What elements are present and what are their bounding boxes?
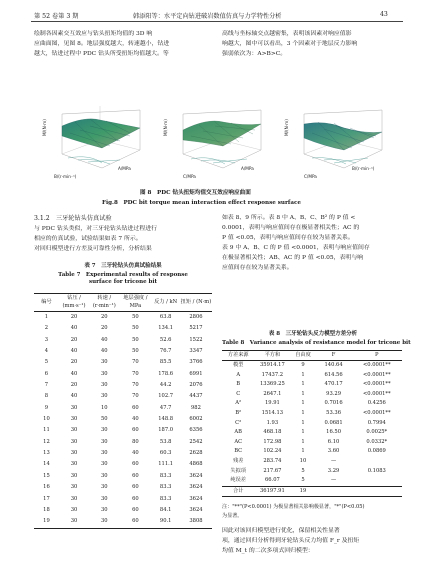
table-cell: 16 <box>43 484 50 491</box>
response-surface-a <box>40 106 158 186</box>
table-cell: 70 <box>132 359 139 366</box>
table-cell: A² <box>235 400 242 407</box>
table-cell: 40 <box>132 450 139 457</box>
table-cell: 217.67 <box>263 467 282 474</box>
table-cell: 30 <box>100 450 108 457</box>
table-cell: 70 <box>132 370 139 377</box>
table-cell: 52.6 <box>159 336 172 343</box>
table-cell: BC <box>234 448 243 455</box>
table-cell: 6356 <box>189 427 203 434</box>
table-row <box>34 437 212 448</box>
section-heading: 3.1.2 三牙轮钻头仿真试验 <box>34 215 112 222</box>
table7 <box>34 293 212 529</box>
table-row <box>34 414 212 425</box>
table-cell: 1 <box>301 390 305 397</box>
table-cell: 2628 <box>189 450 203 457</box>
table-cell: 30 <box>70 461 78 468</box>
table-cell <box>352 476 402 486</box>
table-cell <box>352 457 402 467</box>
table-cell: 60 <box>132 506 139 513</box>
table-cell: 0.0025* <box>366 429 388 436</box>
table-header-row <box>222 351 402 361</box>
table-cell: 1522 <box>189 336 203 343</box>
table-cell: 1.93 <box>266 419 279 426</box>
table-cell: 5 <box>44 359 49 366</box>
table-cell: 70 <box>132 382 139 389</box>
figure-caption-en: Fig.8 PDC bit torque mean interaction effect response surface <box>102 200 301 206</box>
table-cell: 1 <box>301 381 305 388</box>
table-cell: 3347 <box>189 348 203 355</box>
table-cell: 3624 <box>189 495 203 502</box>
table-cell: 40 <box>70 393 78 400</box>
table-cell: 1514.13 <box>261 409 284 416</box>
table-row <box>222 371 402 381</box>
table-cell: — <box>330 477 337 484</box>
table-cell: 0.0869 <box>367 448 386 455</box>
table7-body <box>34 312 212 529</box>
table-cell: 0.7994 <box>367 419 386 426</box>
table-row <box>222 486 402 497</box>
header-rule <box>31 21 403 22</box>
x-axis-label: C/MPa <box>304 174 317 179</box>
table-cell: B² <box>235 409 242 416</box>
table-cell: <0.0001** <box>362 381 391 388</box>
table-cell: 40 <box>132 416 139 423</box>
table-cell <box>316 486 352 497</box>
table-row <box>34 357 212 368</box>
table-cell: 30 <box>70 472 78 479</box>
table-cell: 40 <box>100 336 108 343</box>
table-cell: 982 <box>191 404 201 411</box>
table-row <box>222 476 402 486</box>
z-axis-label: M/(N·m) <box>163 119 168 136</box>
table-cell: 134.1 <box>158 325 174 332</box>
table-cell: AC <box>234 438 243 445</box>
table-row <box>34 471 212 482</box>
table-row <box>34 369 212 380</box>
z-axis-label: M/(N·m) <box>284 119 289 136</box>
column-header: 转速 / (r·min⁻¹) <box>92 295 116 309</box>
table-cell: 合计 <box>233 487 244 494</box>
table-cell: 93.29 <box>326 390 341 397</box>
table-cell: 18 <box>43 506 50 513</box>
table-cell: 7 <box>44 382 49 389</box>
table-cell: 6.10 <box>327 438 340 445</box>
table-cell: 3624 <box>189 472 203 479</box>
table-cell: 20 <box>100 325 108 332</box>
table-cell: 30 <box>70 484 78 491</box>
table-cell: 60 <box>132 472 139 479</box>
table-cell: 19.91 <box>264 400 280 407</box>
table-cell: 1 <box>44 314 49 320</box>
table-cell: 30 <box>70 416 78 423</box>
table-cell: 30 <box>100 359 108 366</box>
response-surface-b <box>161 106 279 186</box>
table-cell: 470.17 <box>324 381 343 388</box>
table-cell: 30 <box>70 438 78 445</box>
table-row <box>34 323 212 334</box>
contour-lines <box>191 158 247 164</box>
table-cell: 50 <box>132 348 139 355</box>
table-row <box>222 428 402 438</box>
table-cell: 140.64 <box>324 362 343 368</box>
table-cell: 8 <box>44 393 49 400</box>
text-line: 如表 8、9 所示。表 8 中 A、B、C、B² 的 P 值 < <box>222 215 356 221</box>
table-cell: <0.0001** <box>362 409 391 416</box>
table-cell: 纯误差 <box>230 477 246 484</box>
table7-title-en-2: surface for tricone bit <box>89 279 157 285</box>
table-cell: 30 <box>100 472 108 479</box>
table-cell: 20 <box>70 314 78 320</box>
table-cell: 111.1 <box>158 461 174 468</box>
response-surface-c <box>282 106 400 186</box>
table-cell: 80 <box>132 438 139 445</box>
column-header: 平方和 <box>264 352 281 358</box>
table-cell: 50 <box>100 416 108 423</box>
table-cell: 9 <box>301 362 305 368</box>
table-cell: 30 <box>100 382 108 389</box>
y-axis-label: A/MPa <box>118 166 131 171</box>
column-header: 自由度 <box>295 352 311 358</box>
table-row <box>34 494 212 505</box>
table-cell: 35914.17 <box>260 362 285 368</box>
table-cell: 1 <box>301 429 305 436</box>
table-row <box>222 361 402 371</box>
table-cell: 3766 <box>189 359 203 366</box>
table-cell: 84.1 <box>159 506 172 513</box>
table-cell: 30 <box>100 393 108 400</box>
x-axis-label: C/MPa <box>183 174 196 179</box>
table-row <box>222 457 402 467</box>
text-line: 响越大，图中可以看出，3 个因素对于地层反力影响 <box>222 41 358 47</box>
table8-body <box>222 361 402 497</box>
table-row <box>222 380 402 390</box>
section-paragraph <box>34 224 212 254</box>
table-cell: 60 <box>132 461 139 468</box>
table-cell: 9 <box>44 404 49 411</box>
table-cell: 40 <box>70 370 78 377</box>
table-cell: 3808 <box>189 518 203 525</box>
table-cell: 0.0332* <box>366 438 388 445</box>
table-cell <box>352 486 402 497</box>
table-cell: 30 <box>100 438 108 445</box>
table-cell: 4868 <box>189 461 203 468</box>
page-number: 43 <box>380 11 388 18</box>
table-cell: 1 <box>301 438 305 445</box>
table-cell: 2076 <box>189 382 203 389</box>
table-cell: A <box>236 371 241 378</box>
table-cell: 66.07 <box>264 477 280 484</box>
text-line: 与 PDC 钻头类似，对三牙轮钻头钻进过程进行 <box>34 226 157 232</box>
right-paragraph <box>222 213 404 273</box>
table-cell: 4 <box>44 348 49 355</box>
table-cell: 17437.2 <box>261 371 284 378</box>
table8-note <box>222 503 404 520</box>
table-cell: 5 <box>301 467 305 474</box>
table-cell: 5 <box>301 477 305 484</box>
table-cell: 10 <box>100 404 108 411</box>
table-cell: 44.2 <box>159 382 172 389</box>
table-cell: 5217 <box>189 325 203 332</box>
table-cell: 6002 <box>189 416 203 423</box>
table-cell: 20 <box>100 314 108 320</box>
text-line: 相应的仿真试验，试验结果如表 7 所示。 <box>34 236 142 242</box>
table-cell: 11 <box>43 427 50 434</box>
y-axis-label: A/MPa <box>241 166 254 171</box>
table-cell: 50 <box>132 336 139 343</box>
table-cell: 60 <box>132 404 139 411</box>
column-header: 扭矩 / (N·m) <box>180 298 212 305</box>
table-cell: 60.3 <box>159 450 172 457</box>
table-cell: 30 <box>70 427 78 434</box>
table-cell: 30 <box>70 404 78 411</box>
table-cell: 178.6 <box>158 370 174 377</box>
table-cell: 102.24 <box>263 448 282 455</box>
table-cell: C² <box>235 419 242 426</box>
table-row <box>34 312 212 324</box>
column-header: P <box>375 352 379 358</box>
table-cell: 60 <box>132 427 139 434</box>
table-cell: 36197.91 <box>260 487 285 494</box>
table-row <box>34 448 212 459</box>
table-cell: 10 <box>299 457 307 464</box>
table-cell: B <box>236 381 241 388</box>
table7-title-cn: 表 7 三牙轮钻头仿真试验结果 <box>84 263 162 269</box>
table-cell: 20 <box>70 359 78 366</box>
table-cell: — <box>330 457 337 464</box>
table-cell: 148.8 <box>158 416 174 423</box>
table-row <box>34 505 212 516</box>
figure-caption-cn: 图 8 PDC 钻头扭矩均值交互效应响应曲面 <box>140 190 251 196</box>
table-cell: <0.0001** <box>362 362 391 368</box>
text-line: P 值 <0.05，表明与响应值间存在较为显著关系。 <box>222 235 354 241</box>
table-cell: 6 <box>44 370 49 377</box>
text-line: 在极显著相关性；AB、AC 的 P 值 <0.05，表明与响 <box>222 255 364 261</box>
bottom-paragraph <box>222 526 404 556</box>
table-cell: 83.3 <box>159 484 172 491</box>
table-cell: 2 <box>44 325 49 332</box>
table-cell: 90.1 <box>159 518 172 525</box>
column-header: 方差来源 <box>227 352 249 358</box>
table-cell: 50 <box>132 314 139 320</box>
text-line: 应值间存在较为显著关系。 <box>222 265 293 271</box>
text-line: 应曲面图，见图 8。地层强度越大，转速越小，钻进 <box>34 41 170 47</box>
contour-lines <box>68 157 120 164</box>
figure-8 <box>40 106 400 186</box>
note-line: 注："**"(P<0.0001) 为极显著相关影响极显著，"*"(P<0.05) <box>222 504 365 510</box>
table7-title-en-1: Table 7 Experimental results of response <box>58 272 188 278</box>
surface-mesh <box>62 119 140 148</box>
top-left-paragraph <box>34 29 212 59</box>
table-cell: 19 <box>43 518 50 525</box>
table-cell: 3 <box>44 336 49 343</box>
table-cell: 47.7 <box>159 404 172 411</box>
table-cell: 2647.1 <box>263 390 282 397</box>
table-cell: 1 <box>301 409 305 416</box>
table-cell: 53.36 <box>326 409 341 416</box>
table-cell: 172.98 <box>263 438 282 445</box>
table-row <box>34 346 212 357</box>
table-cell: 30 <box>100 484 108 491</box>
header-title: 韩添阳等：水平定向钻进破岩数值仿真与力学特性分析 <box>133 13 282 20</box>
table-cell: 283.74 <box>263 457 282 464</box>
table-cell: 0.4256 <box>367 400 386 407</box>
table-cell: 10 <box>43 416 50 423</box>
table-cell: 85.5 <box>159 359 172 366</box>
table-cell: 50 <box>132 325 139 332</box>
table-cell: 0.7016 <box>324 400 343 407</box>
table-cell: C <box>236 390 241 397</box>
table-cell: 30 <box>100 506 108 513</box>
top-right-paragraph <box>222 29 404 59</box>
table-row <box>34 482 212 493</box>
table-row <box>34 516 212 528</box>
table-cell: AB <box>234 429 242 436</box>
table-cell: 30 <box>70 506 78 513</box>
table-cell: 468.18 <box>263 429 282 436</box>
table-cell: 30 <box>100 427 108 434</box>
table-row <box>222 447 402 457</box>
table-cell: 63.8 <box>159 314 172 320</box>
table-cell: 20 <box>70 382 78 389</box>
table-row <box>34 380 212 391</box>
table-cell: 1 <box>301 400 305 407</box>
text-line: 强弱依次为：A>B>C。 <box>222 51 287 57</box>
table-cell: 2542 <box>189 438 203 445</box>
table-cell: 30 <box>100 461 108 468</box>
table-row <box>222 467 402 477</box>
table-cell: 1 <box>301 448 305 455</box>
table-cell: 19 <box>299 487 307 494</box>
column-header: 钻压 / (mm·s⁻¹) <box>62 295 86 309</box>
table-cell: 30 <box>70 518 78 525</box>
table-row <box>222 419 402 429</box>
table-cell: 60 <box>132 518 139 525</box>
text-line: 均值 M_t 的二次多项式回归模型： <box>222 548 314 554</box>
text-line: 表 9 中 A、B、C 的 P 值 <0.0001，表明与响应值间存 <box>222 245 370 251</box>
table-cell: 12 <box>43 438 50 445</box>
table-cell: 失拟项 <box>230 467 246 474</box>
table-cell: 1 <box>301 371 305 378</box>
table-cell: 76.7 <box>159 348 172 355</box>
table-cell: 60 <box>132 495 139 502</box>
table-cell: 40 <box>70 348 78 355</box>
table-cell: 30 <box>100 370 108 377</box>
table-cell: 4437 <box>189 393 203 400</box>
table-cell: 20 <box>70 336 78 343</box>
table-cell: <0.0001** <box>362 390 391 397</box>
text-line: 高线与坐标轴交点越密集，表明该因素对响应值影 <box>222 31 352 37</box>
table-cell: <0.0001** <box>362 371 391 378</box>
y-axis-label: B/(r·min⁻¹) <box>352 166 375 171</box>
table-row <box>34 391 212 402</box>
note-line: 为显著。 <box>222 512 243 519</box>
table-cell: 30 <box>100 495 108 502</box>
text-line: 项，通过回归分析得到牙轮钻头反力均值 F_r 及扭矩 <box>222 538 360 544</box>
table-cell: 187.0 <box>158 427 174 434</box>
table-cell: 6991 <box>189 370 203 377</box>
table-cell: 14 <box>43 461 50 468</box>
table8-title-en: Table 8 Variance analysis of resistance model for tricone bit <box>222 340 411 346</box>
table-cell: 13369.25 <box>260 381 285 388</box>
table-row <box>34 335 212 346</box>
table-cell: 15 <box>43 472 50 479</box>
header-volume: 第 52 卷第 3 期 <box>34 13 79 20</box>
table-cell: 53.8 <box>159 438 172 445</box>
table-cell: 17 <box>43 495 50 502</box>
table-cell: 30 <box>70 450 78 457</box>
column-header: 编号 <box>41 298 52 305</box>
z-axis-label: M/(N·m) <box>42 119 47 136</box>
text-line: 绘制各因素交互效应与钻头扭矩均值的 3D 响 <box>34 31 153 37</box>
table-cell: 83.3 <box>159 495 172 502</box>
table-row <box>222 399 402 409</box>
table-cell: 83.3 <box>159 472 172 479</box>
table-row <box>222 438 402 448</box>
table-cell: 30 <box>100 518 108 525</box>
table-cell: 3.29 <box>327 467 340 474</box>
table-cell: 3624 <box>189 506 203 513</box>
table-cell: 1 <box>301 419 305 426</box>
table-cell: 13 <box>43 450 50 457</box>
table-cell: 70 <box>132 393 139 400</box>
table-cell: 残差 <box>233 457 244 464</box>
table-cell: 模型 <box>233 362 244 368</box>
table-row <box>34 425 212 436</box>
table-header-row <box>34 294 212 312</box>
table-cell: 0.0681 <box>324 419 343 426</box>
text-line: 因此对该回归模型进行优化，保留相关性显著 <box>222 528 340 534</box>
text-line: 对回归模型进行方差及可靠性分析，分析结果 <box>34 246 152 252</box>
table-row <box>34 459 212 470</box>
table-cell: 16.50 <box>326 429 341 436</box>
table8 <box>222 350 402 497</box>
table-cell: 40 <box>100 348 108 355</box>
table-cell: 614.56 <box>324 371 343 378</box>
table-cell: 40 <box>70 325 78 332</box>
table-cell: 3624 <box>189 484 203 491</box>
x-axis-label: B/(r·min⁻¹) <box>54 174 77 179</box>
table-cell: 3.60 <box>327 448 340 455</box>
column-header: 地层强度 / MPa <box>123 295 148 309</box>
column-header: 反力 / kN <box>154 298 178 305</box>
table-row <box>34 403 212 414</box>
table-cell: 0.1083 <box>367 467 386 474</box>
table-cell: 60 <box>132 484 139 491</box>
table-row <box>222 390 402 400</box>
text-line: 0.0001，表明与响应值间存在极显著相关性；AC 的 <box>222 225 360 231</box>
table-row <box>222 409 402 419</box>
text-line: 越大，钻进过程中 PDC 钻头所受扭矩均值越大。等 <box>34 51 169 57</box>
table8-title-cn: 表 8 三牙轮钻头反力模型方差分析 <box>268 331 358 337</box>
table-cell: 2806 <box>189 314 203 320</box>
column-header: F <box>331 352 336 358</box>
table-cell: 102.7 <box>158 393 174 400</box>
table-cell: 30 <box>70 495 78 502</box>
